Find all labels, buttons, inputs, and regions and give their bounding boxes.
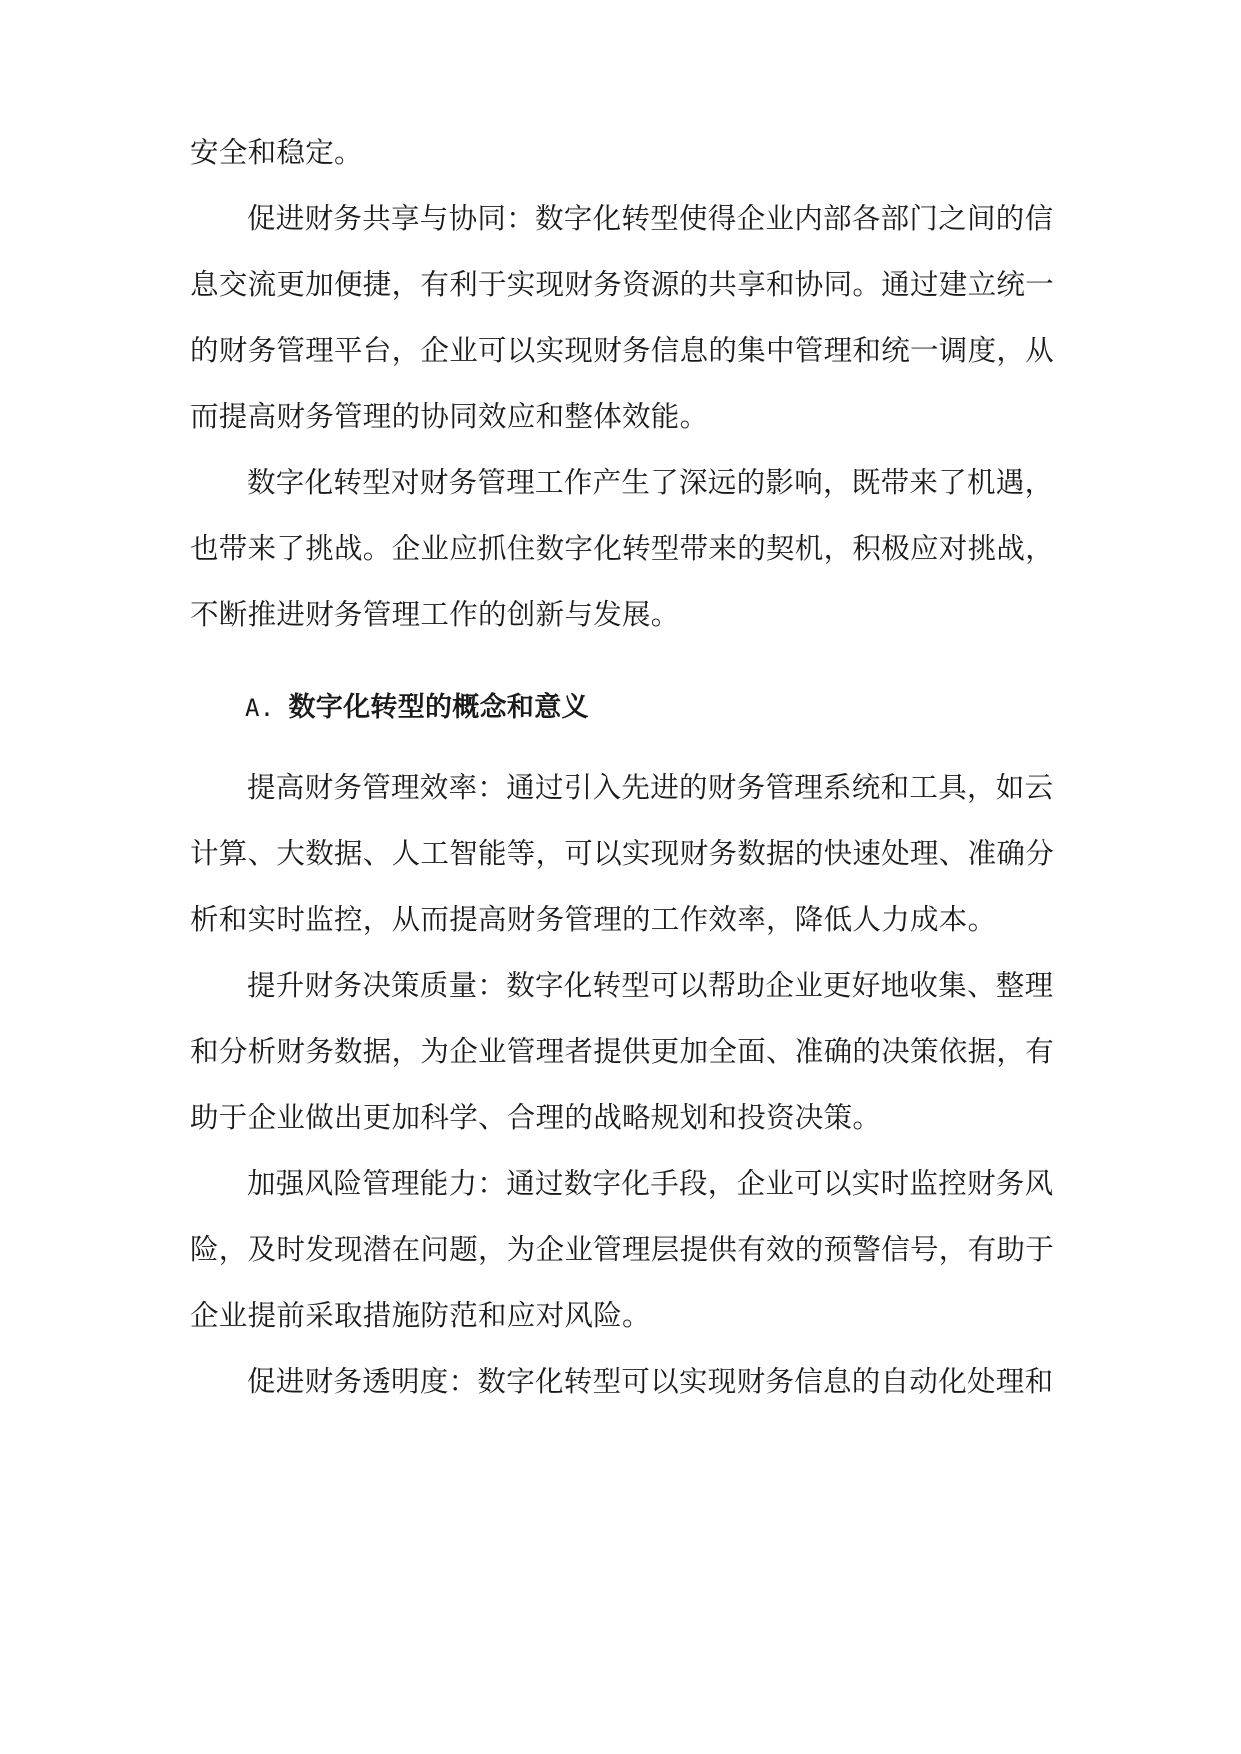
paragraph-line: 也带来了挑战。企业应抓住数字化转型带来的契机，积极应对挑战， [190, 532, 1055, 565]
paragraph-line: 促进财务透明度：数字化转型可以实现财务信息的自动化处理和 [247, 1365, 1054, 1398]
paragraph-line: 加强风险管理能力：通过数字化手段，企业可以实时监控财务风 [247, 1167, 1054, 1200]
section-heading [245, 688, 945, 728]
section-heading-title: 数字化转型的概念和意义 [288, 692, 589, 723]
section-heading-marker: A. [245, 694, 275, 722]
paragraph-line: 企业提前采取措施防范和应对风险。 [190, 1299, 651, 1332]
paragraph-line: 促进财务共享与协同：数字化转型使得企业内部各部门之间的信 [247, 202, 1054, 235]
paragraph-line: 和分析财务数据，为企业管理者提供更加全面、准确的决策依据，有 [190, 1035, 1055, 1068]
paragraph-line: 险，及时发现潜在问题，为企业管理层提供有效的预警信号，有助于 [190, 1233, 1055, 1266]
paragraph-line: 计算、大数据、人工智能等，可以实现财务数据的快速处理、准确分 [190, 837, 1055, 870]
paragraph-line: 的财务管理平台，企业可以实现财务信息的集中管理和统一调度，从 [190, 334, 1055, 367]
paragraph-line: 数字化转型对财务管理工作产生了深远的影响，既带来了机遇， [247, 466, 1054, 499]
paragraph-line: 提升财务决策质量：数字化转型可以帮助企业更好地收集、整理 [247, 969, 1054, 1002]
paragraph-line: 助于企业做出更加科学、合理的战略规划和投资决策。 [190, 1101, 882, 1134]
paragraph-line: 息交流更加便捷，有利于实现财务资源的共享和协同。通过建立统一 [190, 268, 1055, 301]
paragraph-line: 不断推进财务管理工作的创新与发展。 [190, 598, 680, 631]
paragraph-line: 而提高财务管理的协同效应和整体效能。 [190, 400, 709, 433]
paragraph-line: 析和实时监控，从而提高财务管理的工作效率，降低人力成本。 [190, 903, 997, 936]
paragraph-line: 安全和稳定。 [190, 136, 363, 169]
paragraph-line: 提高财务管理效率：通过引入先进的财务管理系统和工具，如云 [247, 771, 1054, 804]
